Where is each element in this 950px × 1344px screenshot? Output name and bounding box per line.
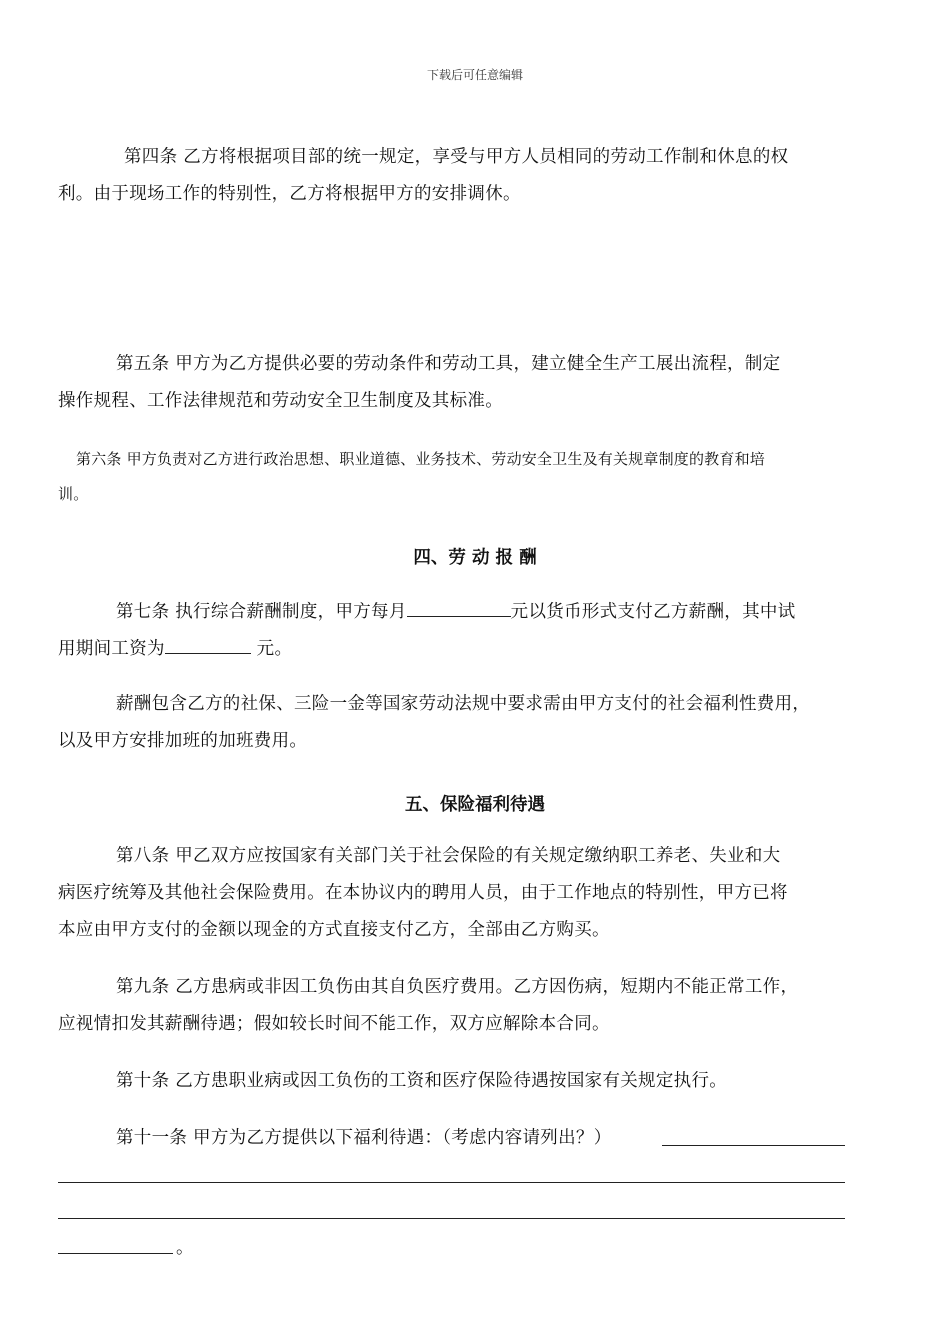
article-4-line-1: 第四条 乙方将根据项目部的统一规定，享受与甲方人员相同的劳动工作制和休息的权	[124, 147, 789, 167]
article-6-line-2: 训。	[58, 485, 89, 503]
salary-note-line-2: 以及甲方安排加班的加班费用。	[58, 731, 308, 751]
article-7-text-c: 用期间工资为	[58, 639, 165, 659]
article-7-text-a: 第七条 执行综合薪酬制度，甲方每月	[116, 602, 407, 622]
benefits-blank-2[interactable]	[58, 1182, 845, 1183]
article-7-line-1	[116, 602, 795, 622]
article-4-line-2: 利。由于现场工作的特别性，乙方将根据甲方的安排调休。	[58, 184, 521, 204]
article-7-text-d: 元。	[250, 639, 293, 659]
monthly-salary-blank[interactable]	[407, 602, 511, 617]
article-10-line-1: 第十条 乙方患职业病或因工负伤的工资和医疗保险待遇按国家有关规定执行。	[116, 1071, 728, 1091]
article-5-line-1: 第五条 甲方为乙方提供必要的劳动条件和劳动工具，建立健全生产工展出流程，制定	[116, 354, 781, 374]
article-9-line-1: 第九条 乙方患病或非因工负伤由其自负医疗费用。乙方因伤病，短期内不能正常工作，	[116, 977, 799, 997]
section-5-heading: 五、保险福利待遇	[405, 795, 545, 815]
article-8-line-3: 本应由甲方支付的金额以现金的方式直接支付乙方，全部由乙方购买。	[58, 920, 610, 940]
article-7-line-2	[58, 639, 292, 659]
article-8-line-1: 第八条 甲乙双方应按国家有关部门关于社会保险的有关规定缴纳职工养老、失业和大	[116, 846, 781, 866]
article-6-line-1: 第六条 甲方负责对乙方进行政治思想、职业道德、业务技术、劳动安全卫生及有关规章制度的教育和培	[76, 450, 765, 468]
page-header: 下载后可任意编辑	[426, 68, 523, 82]
salary-note-line-1: 薪酬包含乙方的社保、三险一金等国家劳动法规中要求需由甲方支付的社会福利性费用，	[116, 694, 811, 714]
probation-salary-blank[interactable]	[165, 639, 251, 654]
article-11-end-mark: 。	[176, 1238, 194, 1258]
article-11-line-1: 第十一条 甲方为乙方提供以下福利待遇：（考虑内容请列出？）	[116, 1128, 612, 1148]
section-4-heading: 四、劳 动 报 酬	[413, 548, 537, 568]
article-9-line-2: 应视情扣发其薪酬待遇；假如较长时间不能工作，双方应解除本合同。	[58, 1014, 610, 1034]
article-8-line-2: 病医疗统筹及其他社会保险费用。在本协议内的聘用人员，由于工作地点的特别性，甲方已将	[58, 883, 788, 903]
article-7-text-b: 元以货币形式支付乙方薪酬，其中试	[510, 602, 796, 622]
benefits-blank-1[interactable]	[662, 1145, 845, 1146]
benefits-blank-4[interactable]	[58, 1253, 173, 1254]
article-5-line-2: 操作规程、工作法律规范和劳动安全卫生制度及其标准。	[58, 391, 503, 411]
benefits-blank-3[interactable]	[58, 1218, 845, 1219]
